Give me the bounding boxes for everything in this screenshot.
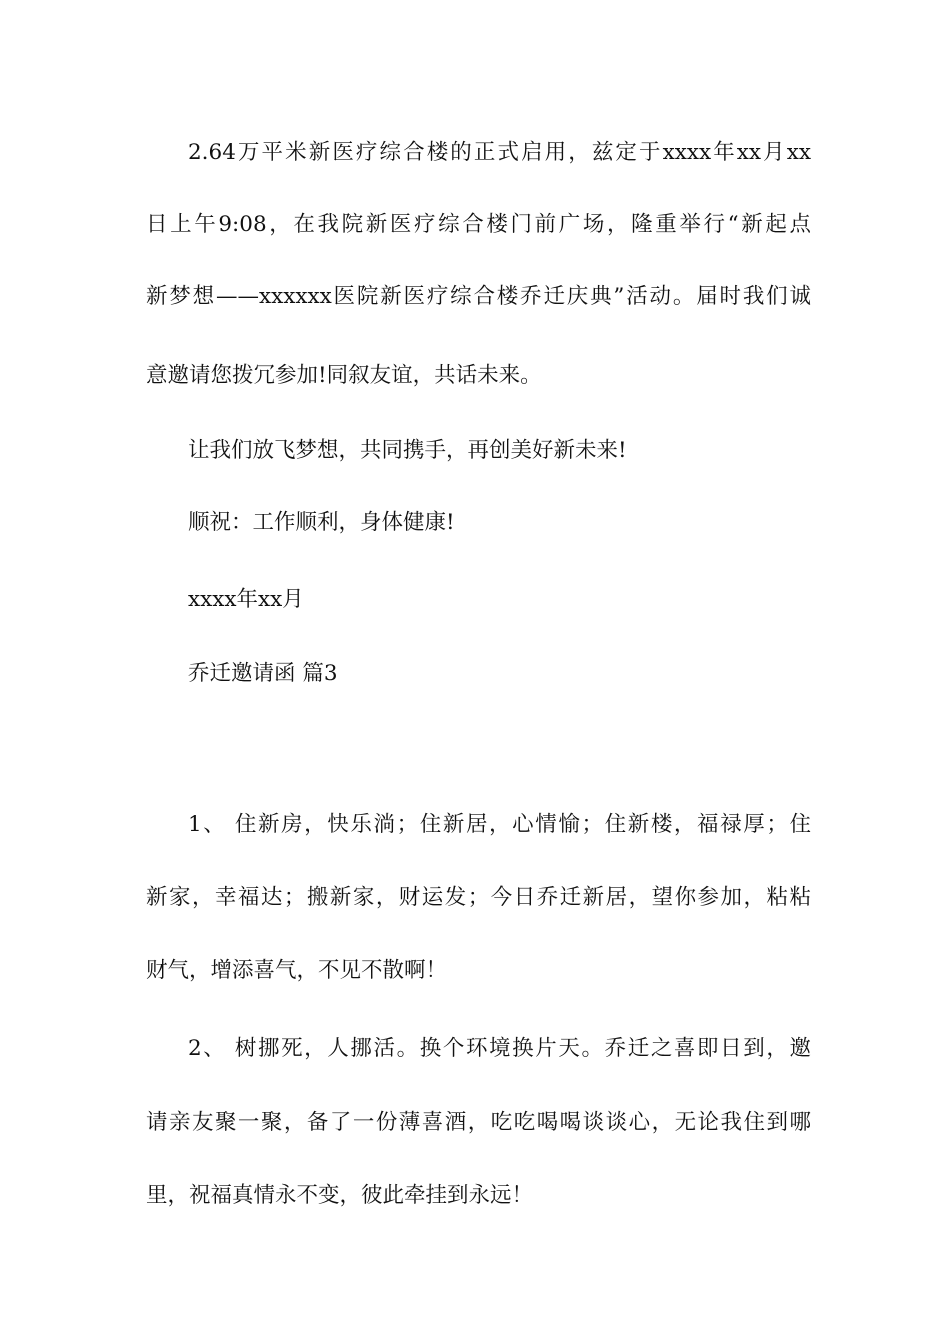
- item-1-line-2: 新家，幸福达；搬新家，财运发；今日乔迁新居，望你参加，粘粘: [146, 885, 811, 910]
- item-1-line-3: 财气，增添喜气，不见不散啊！: [146, 958, 448, 983]
- item-2-line-1: 2、 树挪死，人挪活。换个环境换片天。乔迁之喜即日到，邀: [188, 1036, 811, 1061]
- paragraph-1-line-4: 意邀请您拨冗参加!同叙友谊，共话未来。: [146, 363, 542, 388]
- closing-wishes: 顺祝：工作顺利，身体健康!: [188, 510, 455, 535]
- paragraph-1-line-2: 日上午9:08，在我院新医疗综合楼门前广场，隆重举行“新起点: [146, 212, 811, 237]
- paragraph-2: 让我们放飞梦想，共同携手，再创美好新未来!: [188, 438, 627, 463]
- section-title: 乔迁邀请函 篇3: [188, 661, 338, 686]
- item-2-line-3: 里，祝福真情永不变，彼此牵挂到永远！: [146, 1183, 534, 1208]
- paragraph-1-line-3: 新梦想——xxxxxx医院新医疗综合楼乔迁庆典”活动。届时我们诚: [146, 284, 811, 309]
- paragraph-1-line-1: 2.64万平米新医疗综合楼的正式启用，兹定于xxxx年xx月xx: [188, 140, 811, 165]
- item-2-line-2: 请亲友聚一聚，备了一份薄喜酒，吃吃喝喝谈谈心，无论我住到哪: [146, 1110, 811, 1135]
- item-1-line-1: 1、 住新房，快乐淌；住新居，心情愉；住新楼，福禄厚；住: [188, 812, 811, 837]
- date-line: xxxx年xx月: [188, 587, 304, 612]
